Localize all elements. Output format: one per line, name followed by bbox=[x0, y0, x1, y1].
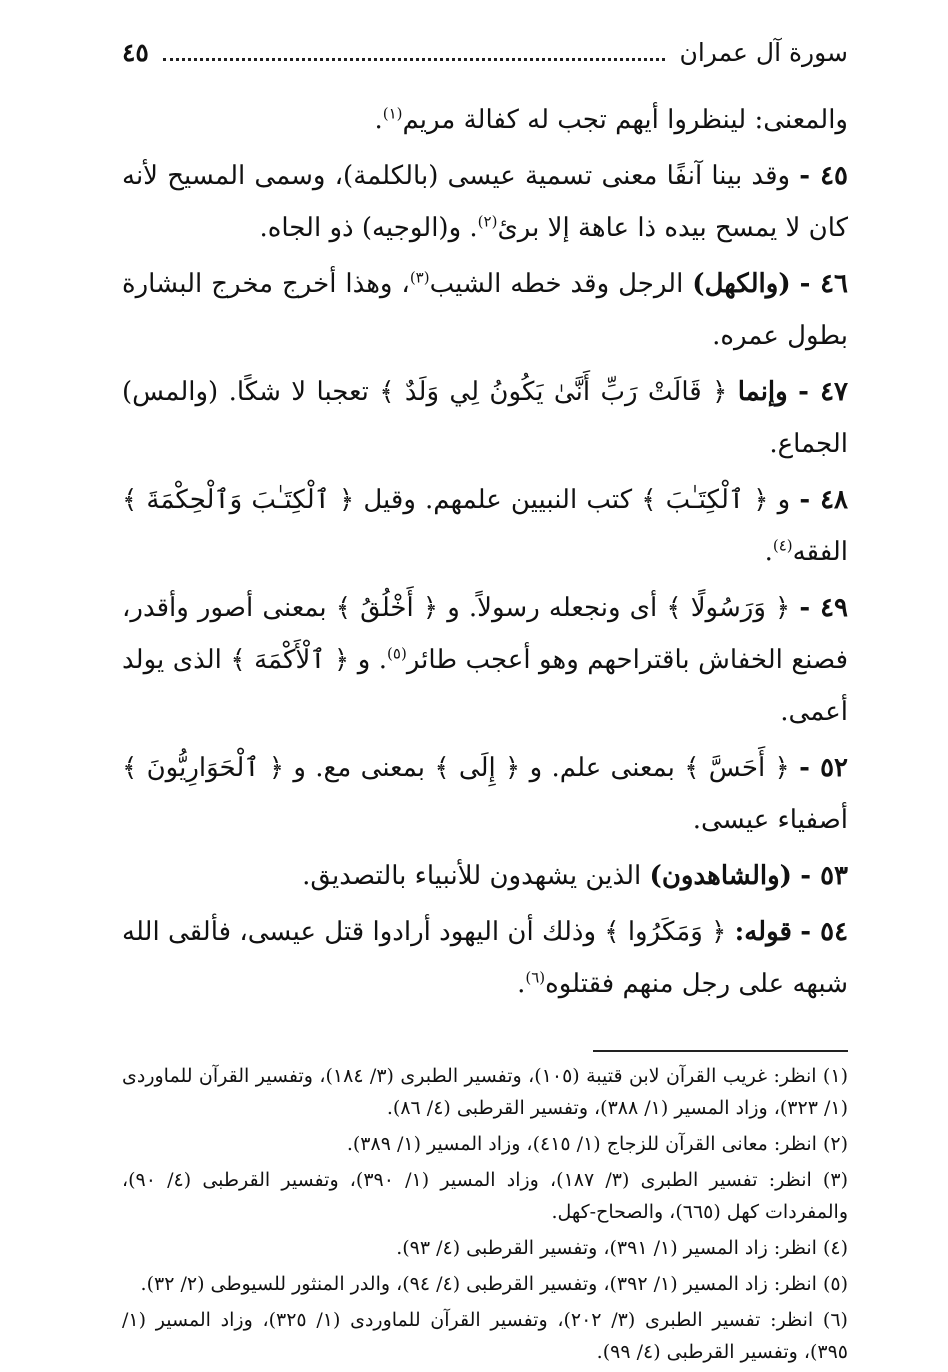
quran-quote: ﴿ قَالَتْ رَبِّ أَنَّىٰ يَكُونُ لِي وَلَدٌ ﴾ bbox=[379, 377, 728, 407]
verse-number: ٤٦ - bbox=[799, 269, 849, 299]
footnote-ref: (٣) bbox=[409, 268, 430, 287]
paragraph-54 bbox=[122, 906, 848, 1010]
footnote-ref: (١) bbox=[382, 104, 403, 123]
verse-number: ٤٨ - bbox=[799, 485, 849, 515]
keyword: (والكهل) bbox=[692, 269, 791, 299]
footnote-3: (٣) انظر: تفسير الطبرى (٣/ ١٨٧)، وزاد المسير (١/ ٣٩٠)، وتفسير القرطبى (٤/ ٩٠)، والمفردات كهل (٦٦٥)، والصحاح-كهل. bbox=[122, 1169, 848, 1223]
paragraph-49 bbox=[122, 582, 848, 738]
surah-title: سورة آل عمران bbox=[679, 38, 848, 67]
footnote-1: (١) انظر: غريب القرآن لابن قتيبة (١٠٥)، وتفسير الطبرى (٣/ ١٨٤)، وتفسير القرآن للماوردى (١/ ٣٢٣)، وزاد المسير (١/ ٣٨٨)، وتفسير القرطبى (٤/ ٨٦). bbox=[122, 1065, 848, 1119]
paragraph-text-end: . bbox=[764, 537, 773, 567]
verse-number: ٥٤ - bbox=[800, 917, 849, 947]
running-header bbox=[122, 38, 848, 84]
paragraph-46 bbox=[122, 258, 848, 362]
footnote-ref: (٦) bbox=[525, 968, 546, 987]
paragraph-text: والمعنى: لينظروا أيهم تجب له كفالة مريم bbox=[402, 105, 848, 135]
keyword: قوله: bbox=[734, 917, 792, 947]
keyword: وإنما bbox=[737, 377, 788, 407]
paragraph-text-end: ، وهذا أخرج مخرج البشارة بطول عمره. bbox=[122, 269, 848, 351]
paragraph-text: ﴿ وَرَسُولًا ﴾ أى ونجعله رسولاً. و ﴿ أَخْلُقُ ﴾ بمعنى أصور وأقدر، فصنع الخفاش باقتراحهم وهو أعجب طائر bbox=[122, 593, 848, 675]
paragraph-48 bbox=[122, 474, 848, 578]
paragraph-47 bbox=[122, 366, 848, 470]
paragraph-text-end: . و(الوجيه) ذو الجاه. bbox=[259, 213, 478, 243]
header-dot-leader bbox=[163, 44, 666, 61]
footnote-divider bbox=[593, 1050, 848, 1052]
paragraph-text: وقد بينا آنفًا معنى تسمية عيسى (بالكلمة)، وسمى المسيح لأنه كان لا يمسح بيده ذا عاهة إلا برئ bbox=[122, 161, 848, 243]
paragraph-text: تعجبا لا شكًا. (والمس) الجماع. bbox=[122, 377, 848, 459]
footnote-ref: (٤) bbox=[772, 536, 793, 555]
footnote-6: (٦) انظر: تفسير الطبرى (٣/ ٢٠٢)، وتفسير القرآن للماوردى (١/ ٣٢٥)، وزاد المسير (١/ ٣٩٥)، وتفسير القرطبى (٤/ ٩٩). bbox=[122, 1309, 848, 1363]
main-text bbox=[122, 94, 848, 1010]
paragraph-53 bbox=[122, 850, 848, 902]
paragraph-text-end: . bbox=[374, 105, 383, 135]
footnotes bbox=[122, 1060, 848, 1368]
paragraph-text: ﴿ أَحَسَّ ﴾ بمعنى علم. و ﴿ إِلَى ﴾ بمعنى مع. و ﴿ ٱلْحَوَارِيُّونَ ﴾ أصفياء عيسى. bbox=[122, 753, 848, 835]
page-number: ٤٥ bbox=[122, 38, 149, 67]
paragraph-text: الذين يشهدون للأنبياء بالتصديق. bbox=[302, 861, 642, 891]
footnote-4: (٤) انظر: زاد المسير (١/ ٣٩١)، وتفسير القرطبى (٤/ ٩٣). bbox=[396, 1237, 848, 1259]
verse-number: ٥٣ - bbox=[800, 861, 848, 891]
quran-quote: ﴿ وَمَكَرُوا ﴾ bbox=[604, 917, 727, 947]
verse-number: ٥٢ - bbox=[799, 753, 848, 783]
paragraph-52 bbox=[122, 742, 848, 846]
paragraph-text-end: . و ﴿ ٱلْأَكْمَهَ ﴾ الذى يولد أعمى. bbox=[122, 645, 848, 727]
keyword: (والشاهدون) bbox=[649, 861, 792, 891]
paragraph-text: و ﴿ ٱلْكِتَـٰبَ ﴾ كتب النبيين علمهم. وقيل ﴿ ٱلْكِتَـٰبَ وَٱلْحِكْمَةَ ﴾ الفقه bbox=[122, 485, 848, 567]
paragraph-45 bbox=[122, 150, 848, 254]
paragraph-meaning bbox=[122, 94, 848, 146]
verse-number: ٤٧ - bbox=[798, 377, 849, 407]
footnote-ref: (٢) bbox=[477, 212, 498, 231]
footnote-ref: (٥) bbox=[387, 644, 407, 663]
paragraph-text: وذلك أن اليهود أرادوا قتل عيسى، فألقى الله شبهه على رجل منهم فقتلوه bbox=[122, 917, 848, 999]
paragraph-text: الرجل وقد خطه الشيب bbox=[429, 269, 684, 299]
verse-number: ٤٥ - bbox=[799, 161, 849, 191]
footnote-5: (٥) انظر: زاد المسير (١/ ٣٩٢)، وتفسير القرطبى (٤/ ٩٤)، والدر المنثور للسيوطى (٢/ ٣٢). bbox=[140, 1273, 848, 1295]
verse-number: ٤٩ - bbox=[799, 593, 848, 623]
paragraph-text-end: . bbox=[517, 969, 526, 999]
footnote-2: (٢) انظر: معانى القرآن للزجاج (١/ ٤١٥)، وزاد المسير (١/ ٣٨٩). bbox=[346, 1133, 848, 1155]
